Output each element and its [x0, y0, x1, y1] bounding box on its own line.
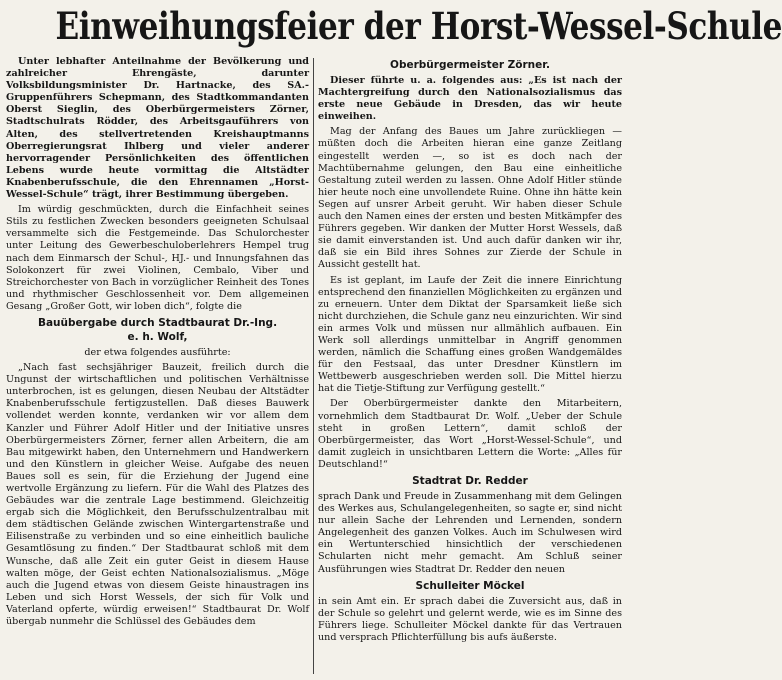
- column-divider: [313, 58, 314, 674]
- zoerner-paragraph-3: Es ist geplant, im Laufe der Zeit die innere Einrichtung entsprechend den finanziellen Möglichkeiten zu ergänzen und zu erneuern. Unter dem Diktat der Sparsamkeit ließe sich nicht durchziehen, die Schule ganz neu einzurichten. Wir sind ein armes Volk und müssen nur allmählich aufbauen. Ein Werk soll allerdings unmittelbar in Angriff genommen werden, nämlich die Schaffung eines großen Wandgemäldes für den Festsaal, das unter Dresdner Künstlern im Wettbewerb ausgeschrieben werden soll. Die Mittel hierzu hat die Tietje-Stiftung zur Verfügung gestellt.“: [318, 274, 622, 395]
- speech-intro: der etwa folgendes ausführte:: [84, 346, 231, 358]
- subheading-zoerner: Oberbürgermeister Zörner.: [390, 59, 550, 71]
- subheading-redder: Stadtrat Dr. Redder: [412, 475, 528, 487]
- subheading-bauuebergabe-line2: e. h. Wolf,: [127, 330, 188, 343]
- headline: Einweihungsfeier der Horst-Wessel-Schule: [55, 4, 782, 48]
- ceremony-paragraph: Im würdig geschmückten, durch die Einfachheit seines Stils zu festlichen Zwecken besonders geeigneten Schulsaal versammelte sich die Festgemeinde. Das Schulorchester unter Leitung des Gewerbeschuloberlehrers Hempel trug nach dem Einmarsch der Schul-, HJ.- und Innungsfahnen das Solokonzert für zwei Violinen, Cembalo, Viber und Streichorchester von Bach in vorzüglicher Reinheit des Tones und rhythmischer Geschlossenheit vor. Dem allgemeinen Gesang „Großer Gott, wir loben dich“, folgte die: [6, 204, 309, 312]
- subheading-bauuebergabe-line1: Bauübergabe durch Stadtbaurat Dr.-Ing.: [37, 316, 278, 329]
- intro-paragraph: Unter lebhafter Anteilnahme der Bevölkerung und zahlreicher Ehrengäste, darunter Volksbildungsminister Dr. Hartnacke, des SA.-Gruppenführers Schepmann, des Stadtkommandanten Oberst Sieglin, des Oberbürgermeisters Zörner, Stadtschulrats Rödder, des Arbeitsgauführers von Alten, des stellvertretenden Kreishauptmanns Oberregierungsrat Ihlberg und vieler anderer hervorragender Persönlichkeiten des öffentlichen Lebens wurde heute vormittag die Altstädter Knabenberufsschule, die den Ehrennamen „Horst-Wessel-Schule“ trägt, ihrer Bestimmung übergeben.: [6, 56, 309, 201]
- zoerner-paragraph-2: Mag der Anfang des Baues um Jahre zurückliegen — müßten doch die Arbeiten hieran eine ganze Zeitlang eingestellt werden —, so ist es doch nach der Machtübernahme gelungen, den Bau eine einheitliche Gestaltung zuteil werden zu lassen. Ohne Adolf Hitler stünde hier heute noch eine unvollendete Ruine. Ohne ihn hätte kein Segen auf unsrer Arbeit geruht. Wir haben dieser Schule auch den Namen eines der ersten und besten Mitkämpfer des Führers gegeben. Wir danken der Mutter Horst Wessels, daß sie damit einverstanden ist. Und auch dafür danken wir ihr, daß sie ein Bild ihres Sohnes zur Zierde der Schule in Aussicht gestellt hat.: [318, 126, 622, 271]
- zoerner-paragraph-1: Dieser führte u. a. folgendes aus: „Es ist nach der Machtergreifung durch den Nationalsozialismus das erste neue Gebäude in Dresden, das wir heute einweihen.: [318, 75, 622, 123]
- zoerner-paragraph-4: Der Oberbürgermeister dankte den Mitarbeitern, vornehmlich dem Stadtbaurat Dr. Wolf. „Ueber der Schule steht in großen Lettern“, damit schloß der Oberbürgermeister, das Wort „Horst-Wessel-Schule“, und damit zugleich in unsichtbaren Lettern die Worte: „Alles für Deutschland!“: [318, 398, 622, 470]
- redder-paragraph: sprach Dank und Freude in Zusammenhang mit dem Gelingen des Werkes aus, Schulangelegenheiten, so sagte er, sind nicht nur allein Sache der Lehrenden und Lernenden, sondern Angelegenheit des ganzen Volkes. Auch im Schulwesen wird ein Wertunterschied hinsichtlich der verschiedenen Schularten nicht mehr gemacht. Am Schluß seiner Ausführungen wies Stadtrat Dr. Redder den neuen: [318, 491, 622, 575]
- moeckel-paragraph: in sein Amt ein. Er sprach dabei die Zuversicht aus, daß in der Schule so gelehrt und gelernt werde, wie es im Sinne des Führers liege. Schulleiter Möckel dankte für das Vertrauen und versprach Pflichterfüllung bis aufs äußerste.: [318, 595, 622, 643]
- subheading-bauuebergabe: [6, 316, 309, 344]
- speech-wolf-paragraph: „Nach fast sechsjähriger Bauzeit, freilich durch die Ungunst der wirtschaftlichen und politischen Verhältnisse unterbrochen, ist es gelungen, diesen Neubau der Altstädter Knabenberufsschule fertigzustellen. Daß dieses Bauwerk vollendet werden konnte, verdanken wir vor allem dem Kanzler und Führer Adolf Hitler und der Initiative unsres Oberbürgermeisters Zörner, ferner allen Arbeitern, die am Bau mitgewirkt haben, den Unternehmern und Handwerkern und den Künstlern in gleicher Weise. Aufgabe des neuen Baues soll es sein, für die Erziehung der Jugend eine wertvolle Ergänzung zu liefern. Für die Wahl des Platzes des Gebäudes war die zentrale Lage bestimmend. Gleichzeitig ergab sich die Möglichkeit, den Berufsschulzentralbau mit dem städtischen Gelände zwischen Wintergartenstraße und Eilisenstraße zu verbinden und so eine einheitlich bauliche Gesamtlösung zu finden.“ Der Stadtbaurat schloß mit dem Wunsche, daß alle Zeit ein guter Geist in diesem Hause walten möge, der Geist echten Nationalsozialismus. „Möge auch die Jugend etwas von diesem Geiste hinaustragen ins Leben und sich Horst Wessels, der sich für Volk und Vaterland opferte, würdig erweisen!“ Stadtbaurat Dr. Wolf übergab nunmehr die Schlüssel des Gebäudes dem: [6, 362, 309, 628]
- subheading-moeckel: Schulleiter Möckel: [415, 579, 525, 592]
- left-column: [6, 56, 309, 676]
- right-column: [318, 56, 622, 676]
